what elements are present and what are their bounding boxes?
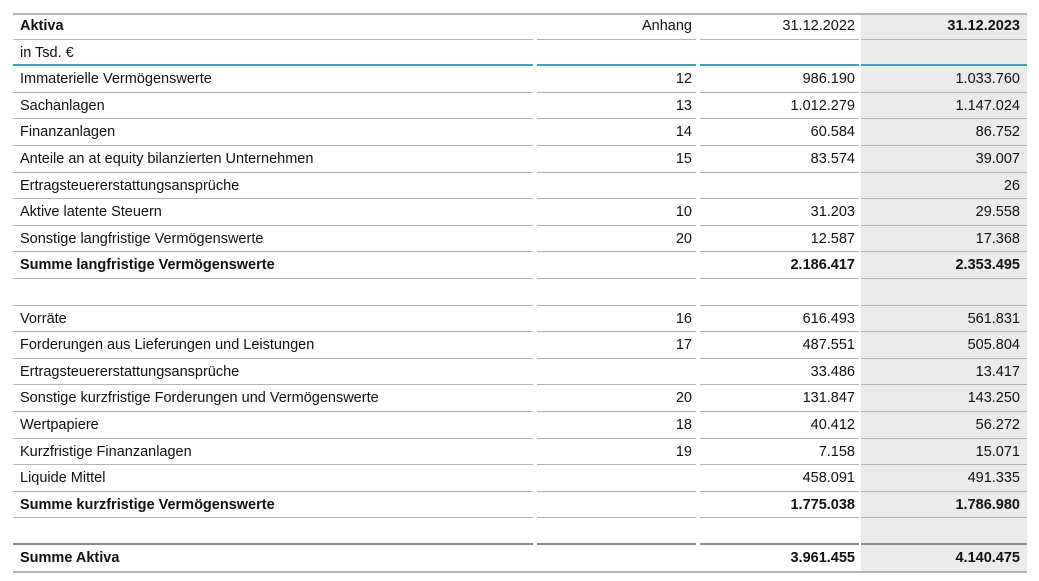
- row-curr-value: 26: [861, 173, 1027, 200]
- table-row: [13, 119, 1027, 146]
- header-prev-year: 31.12.2022: [700, 13, 859, 40]
- row-label: Sachanlagen: [13, 93, 533, 120]
- row-prev-value: 60.584: [700, 119, 859, 146]
- grand-total-label: Summe Aktiva: [13, 545, 533, 572]
- row-note: 14: [537, 119, 696, 146]
- short-term-section: [13, 306, 1027, 492]
- header-curr-year: 31.12.2023: [861, 13, 1027, 40]
- row-curr-value: 561.831: [861, 306, 1027, 333]
- row-label: Immaterielle Vermögenswerte: [13, 66, 533, 93]
- table-row: [13, 173, 1027, 200]
- row-label: Forderungen aus Lieferungen und Leistungen: [13, 332, 533, 359]
- row-prev-value: [700, 173, 859, 200]
- row-label: Liquide Mittel: [13, 465, 533, 492]
- total-label: Summe kurzfristige Vermögenswerte: [13, 492, 533, 519]
- row-note: 20: [537, 385, 696, 412]
- balance-sheet-table: [13, 13, 1027, 571]
- row-label: Ertragsteuererstattungsansprüche: [13, 173, 533, 200]
- row-note: [537, 465, 696, 492]
- table-row: [13, 385, 1027, 412]
- row-note: 19: [537, 439, 696, 466]
- table-row: [13, 66, 1027, 93]
- row-note: 13: [537, 93, 696, 120]
- grand-total-curr: 4.140.475: [861, 545, 1027, 572]
- total-label: Summe langfristige Vermögenswerte: [13, 252, 533, 279]
- table-row: [13, 332, 1027, 359]
- row-label: Anteile an at equity bilanzierten Unternehmen: [13, 146, 533, 173]
- row-prev-value: 31.203: [700, 199, 859, 226]
- row-note: 12: [537, 66, 696, 93]
- total-curr: 1.786.980: [861, 492, 1027, 519]
- spacer-row: [13, 518, 1027, 545]
- row-curr-value: 56.272: [861, 412, 1027, 439]
- table-row: [13, 306, 1027, 333]
- table-row: [13, 93, 1027, 120]
- row-label: Kurzfristige Finanzanlagen: [13, 439, 533, 466]
- row-prev-value: 7.158: [700, 439, 859, 466]
- row-note: 10: [537, 199, 696, 226]
- table-row: [13, 359, 1027, 386]
- grand-total-prev: 3.961.455: [700, 545, 859, 572]
- row-curr-value: 39.007: [861, 146, 1027, 173]
- row-prev-value: 458.091: [700, 465, 859, 492]
- row-curr-value: 491.335: [861, 465, 1027, 492]
- table-row: [13, 439, 1027, 466]
- spacer-row: [13, 279, 1027, 306]
- grand-total-row: [13, 545, 1027, 572]
- row-curr-value: 1.033.760: [861, 66, 1027, 93]
- row-curr-value: 29.558: [861, 199, 1027, 226]
- table-row: [13, 465, 1027, 492]
- row-curr-value: 1.147.024: [861, 93, 1027, 120]
- row-curr-value: 86.752: [861, 119, 1027, 146]
- row-curr-value: 505.804: [861, 332, 1027, 359]
- total-curr: 2.353.495: [861, 252, 1027, 279]
- row-note: [537, 359, 696, 386]
- row-curr-value: 13.417: [861, 359, 1027, 386]
- row-label: Sonstige langfristige Vermögenswerte: [13, 226, 533, 253]
- row-note: [537, 173, 696, 200]
- table-row: [13, 226, 1027, 253]
- row-note: 15: [537, 146, 696, 173]
- row-prev-value: 986.190: [700, 66, 859, 93]
- table-row: [13, 199, 1027, 226]
- total-prev: 2.186.417: [700, 252, 859, 279]
- header-label: Aktiva: [13, 13, 533, 40]
- total-prev: 1.775.038: [700, 492, 859, 519]
- row-label: Finanzanlagen: [13, 119, 533, 146]
- row-note: 16: [537, 306, 696, 333]
- row-prev-value: 131.847: [700, 385, 859, 412]
- long-term-section: [13, 66, 1027, 252]
- short-term-total-row: [13, 492, 1027, 519]
- row-prev-value: 83.574: [700, 146, 859, 173]
- row-prev-value: 33.486: [700, 359, 859, 386]
- row-label: Wertpapiere: [13, 412, 533, 439]
- row-prev-value: 40.412: [700, 412, 859, 439]
- unit-label: in Tsd. €: [13, 40, 533, 67]
- table-row: [13, 412, 1027, 439]
- row-curr-value: 143.250: [861, 385, 1027, 412]
- header-note: Anhang: [537, 13, 696, 40]
- long-term-total-row: [13, 252, 1027, 279]
- header-row: [13, 13, 1027, 40]
- row-label: Sonstige kurzfristige Forderungen und Vermögenswerte: [13, 385, 533, 412]
- row-prev-value: 12.587: [700, 226, 859, 253]
- row-note: 17: [537, 332, 696, 359]
- row-prev-value: 1.012.279: [700, 93, 859, 120]
- row-label: Aktive latente Steuern: [13, 199, 533, 226]
- row-curr-value: 17.368: [861, 226, 1027, 253]
- row-label: Vorräte: [13, 306, 533, 333]
- row-label: Ertragsteuererstattungsansprüche: [13, 359, 533, 386]
- row-note: 18: [537, 412, 696, 439]
- row-note: 20: [537, 226, 696, 253]
- bottom-rule: [13, 571, 1027, 573]
- row-prev-value: 616.493: [700, 306, 859, 333]
- row-curr-value: 15.071: [861, 439, 1027, 466]
- row-prev-value: 487.551: [700, 332, 859, 359]
- unit-row: [13, 40, 1027, 67]
- table-row: [13, 146, 1027, 173]
